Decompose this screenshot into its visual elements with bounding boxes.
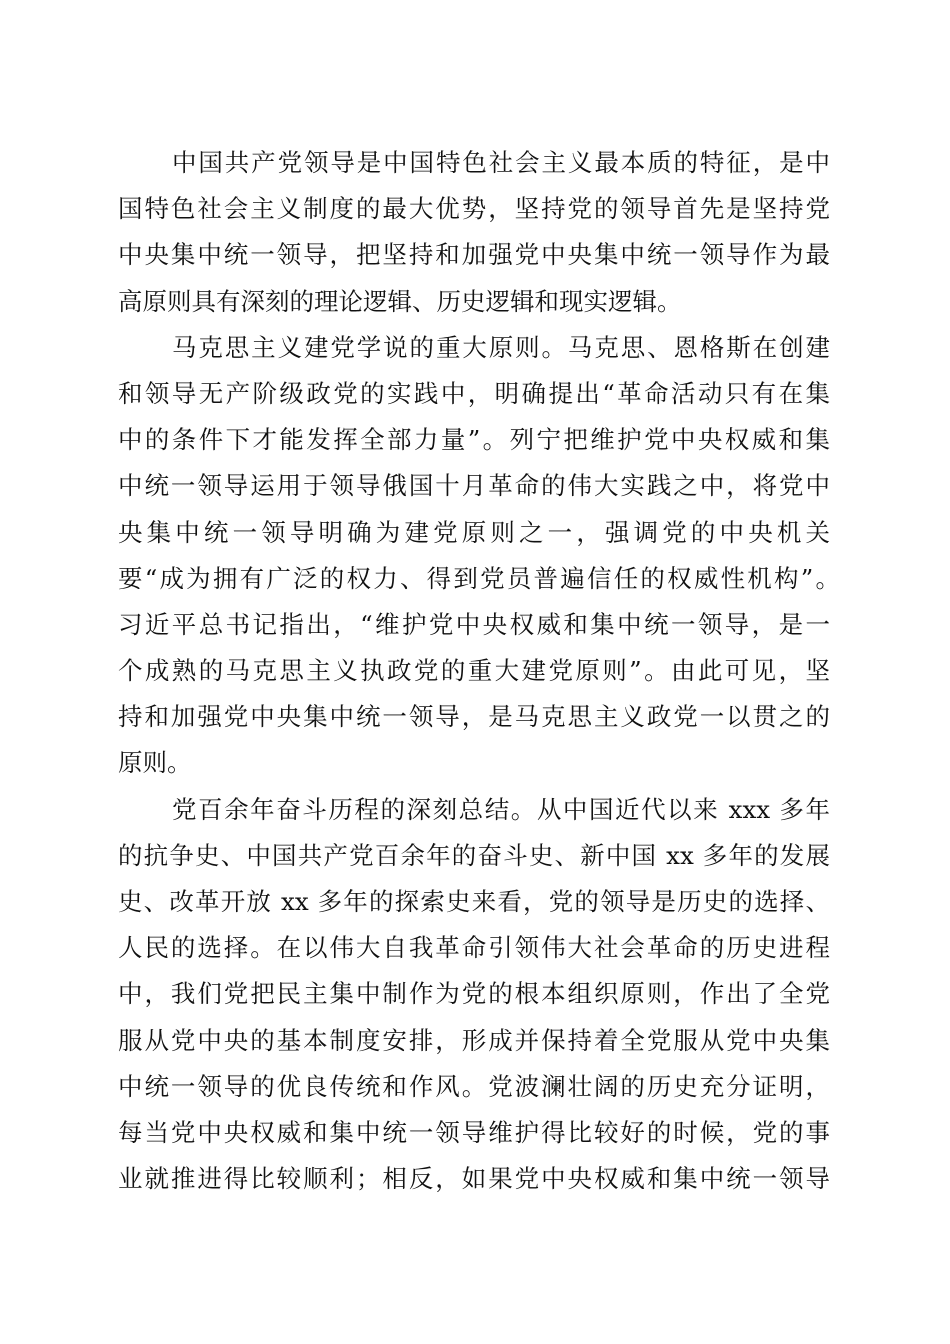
text-line: 业就推进得比较顺利；相反，如果党中央权威和集中统一领导 [118, 1164, 830, 1194]
text-line: 史、改革开放 xx 多年的探索史来看，党的领导是历史的选择、 [118, 887, 830, 916]
text-line: 持和加强党中央集中统一领导，是马克思主义政党一以贯之的 [118, 702, 830, 732]
paragraph-2 [118, 325, 840, 787]
paragraph-1 [118, 140, 830, 325]
text-line: 原则。 [118, 748, 192, 778]
text-line: 个成熟的马克思主义执政党的重大建党原则”。由此可见，坚 [118, 656, 830, 686]
text-line: 和领导无产阶级政党的实践中，明确提出“革命活动只有在集 [118, 378, 830, 408]
text-line: 习近平总书记指出，“维护党中央权威和集中统一领导，是一 [118, 609, 830, 639]
text-line: 要“成为拥有广泛的权力、得到党员普遍信任的权威性机构”。 [118, 563, 840, 593]
text-line: 中统一领导运用于领导俄国十月革命的伟大实践之中，将党中 [118, 471, 830, 501]
text-line: 中央集中统一领导，把坚持和加强党中央集中统一领导作为最 [118, 240, 830, 270]
text-line: 的抗争史、中国共产党百余年的奋斗史、新中国 xx 多年的发展 [118, 840, 830, 870]
text-line: 人民的选择。在以伟大自我革命引领伟大社会革命的历史进程 [118, 933, 830, 963]
text-line: 高原则具有深刻的理论逻辑、历史逻辑和现实逻辑。 [118, 286, 682, 316]
paragraph-3 [118, 787, 830, 1203]
text-line: 中国共产党领导是中国特色社会主义最本质的特征，是中 [172, 148, 830, 177]
text-line: 服从党中央的基本制度安排，形成并保持着全党服从党中央集 [118, 1025, 830, 1055]
text-line: 马克思主义建党学说的重大原则。马克思、恩格斯在创建 [172, 332, 830, 362]
text-line: 中统一领导的优良传统和作风。党波澜壮阔的历史充分证明， [118, 1071, 830, 1101]
text-line: 每当党中央权威和集中统一领导维护得比较好的时候，党的事 [118, 1117, 830, 1147]
text-line: 中的条件下才能发挥全部力量”。列宁把维护党中央权威和集 [118, 425, 830, 455]
text-line: 中，我们党把民主集中制作为党的根本组织原则，作出了全党 [118, 979, 830, 1009]
document-body [118, 140, 840, 1202]
text-line: 国特色社会主义制度的最大优势，坚持党的领导首先是坚持党 [118, 194, 830, 224]
text-line: 党百余年奋斗历程的深刻总结。从中国近代以来 xxx 多年 [172, 794, 830, 824]
text-line: 央集中统一领导明确为建党原则之一，强调党的中央机关 [118, 517, 830, 547]
